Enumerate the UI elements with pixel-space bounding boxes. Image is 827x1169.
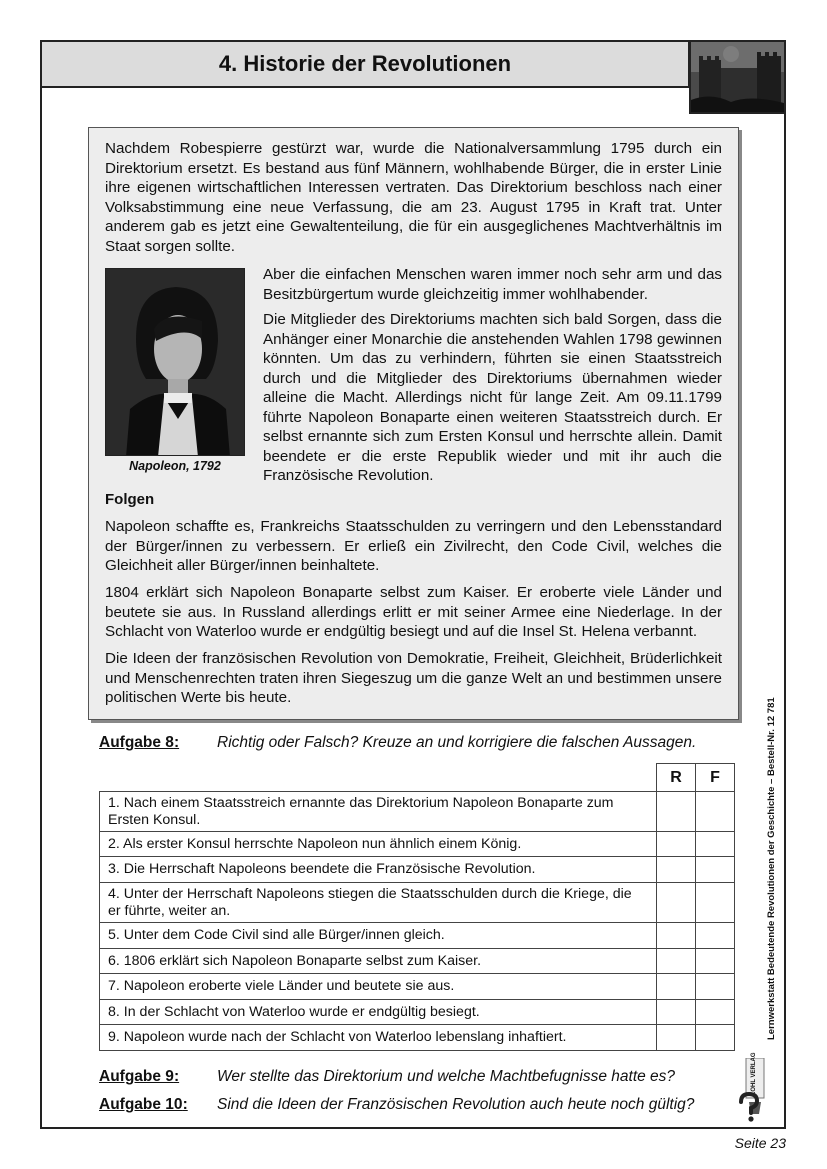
true-false-table [99, 763, 735, 1051]
checkbox-r-4[interactable] [657, 883, 696, 923]
checkbox-r-8[interactable] [657, 1000, 696, 1025]
side-publication-text: Lernwerkstatt Bedeutende Revolutionen der Geschichte – Bestell-Nr. 12 781 [766, 697, 777, 1040]
table-row [100, 1000, 735, 1025]
folgen-paragraph-1: Napoleon schaffte es, Frankreichs Staatsschulden zu verringern und den Lebensstandard der Bürger/innen zu verbessern. Er erließ ein Zivilrecht, den Code Civil, welches die Gleichheit aller Bürger/innen beinhaltete. [105, 518, 722, 574]
statement-4: 4. Unter der Herrschaft Napoleons stiegen die Staatsschulden durch die Kriege, die er führte, weiter an. [100, 883, 657, 923]
table-row [100, 949, 735, 974]
checkbox-f-2[interactable] [696, 832, 735, 857]
table-row [100, 974, 735, 1000]
checkbox-f-3[interactable] [696, 857, 735, 883]
napoleon-portrait [105, 268, 245, 456]
folgen-paragraph-3: Die Ideen der französischen Revolution von Demokratie, Freiheit, Gleichheit, Brüderlichkeit und Menschenrechten traten ihren Siegeszug um die ganze Welt an und bestimmen unsere politischen Werte bis heute. [105, 650, 722, 706]
intro-paragraph: Nachdem Robespierre gestürzt war, wurde die Nationalversammlung 1795 durch ein Direktorium ersetzt. Es bestand aus fünf Männern, wohlhabende Bürger, die in erster Linie ihre eigenen wirtschaftlichen Interessen vertraten. Das Direktorium beschloss nach einer Volksabstimmung eine neue Verfassung, die am 23. August 1795 in Kraft trat. Unter anderem gab es jetzt eine Gewaltenteilung, die für ein ausgeglichenes Machtverhältnis im Staat sorgen sollte. [105, 140, 722, 255]
bastille-illustration [689, 40, 786, 114]
checkbox-r-9[interactable] [657, 1025, 696, 1051]
task-9-question: Wer stellte das Direktorium und welche Machtbefugnisse hatte es? [217, 1068, 676, 1085]
task-10: Aufgabe 10: Sind die Ideen der Französischen Revolution auch heute noch gültig? [99, 1096, 695, 1113]
statement-6: 6. 1806 erklärt sich Napoleon Bonaparte selbst zum Kaiser. [100, 949, 657, 974]
column-header-f: F [696, 764, 735, 792]
task-8: Aufgabe 8: Richtig oder Falsch? Kreuze an und korrigiere die falschen Aussagen. [99, 734, 697, 751]
table-row [100, 832, 735, 857]
checkbox-r-7[interactable] [657, 974, 696, 1000]
checkbox-r-6[interactable] [657, 949, 696, 974]
page-number: Seite 23 [734, 1135, 786, 1151]
task-8-label: Aufgabe 8 [99, 734, 174, 751]
checkbox-r-3[interactable] [657, 857, 696, 883]
table-row [100, 1025, 735, 1051]
table-row [100, 792, 735, 832]
task-10-question: Sind die Ideen der Französischen Revolution auch heute noch gültig? [217, 1096, 695, 1113]
task-9-label: Aufgabe 9 [99, 1068, 174, 1085]
paragraph-2: Aber die einfachen Menschen waren immer noch sehr arm und das Besitzbürgertum wurde gleichzeitig immer wohlhabender. [263, 266, 722, 303]
paragraph-3: Die Mitglieder des Direktoriums machten sich bald Sorgen, dass die Anhänger einer Monarchie die anstehenden Wahlen 1798 gewinnen könnten. Um das zu verhindern, führten sie einen Staatsstreich durch und die Mitglieder des Direktoriums übernahmen wieder alleine die Macht. Allerdings nicht für lange Zeit. Am 09.11.1799 führte Napoleon Bonaparte einen weiteren Staatsstreich durch. Er selbst ernannte sich zum Ersten Konsul und herrschte allein. Damit beendete er die erste Republik wieder und mit ihr auch die Französische Revolution. [263, 311, 722, 484]
table-row [100, 923, 735, 949]
checkbox-f-9[interactable] [696, 1025, 735, 1051]
statement-2: 2. Als erster Konsul herrschte Napoleon nun ähnlich einem König. [100, 832, 657, 857]
publisher-name: KOHL VERLAG [751, 1052, 757, 1096]
checkbox-f-8[interactable] [696, 1000, 735, 1025]
folgen-paragraph-2: 1804 erklärt sich Napoleon Bonaparte selbst zum Kaiser. Er eroberte viele Länder und beutete sie aus. In Russland allerdings erlitt er mit seiner Armee eine Niederlage. In der Schlacht von Waterloo wurde er endgültig besiegt und auf die Insel St. Helena verbannt. [105, 584, 722, 640]
folgen-heading: Folgen [105, 491, 155, 508]
checkbox-f-6[interactable] [696, 949, 735, 974]
table-row [100, 857, 735, 883]
checkbox-r-2[interactable] [657, 832, 696, 857]
statement-1: 1. Nach einem Staatsstreich ernannte das Direktorium Napoleon Bonaparte zum Ersten Konsul. [100, 792, 657, 832]
task-8-question: Richtig oder Falsch? Kreuze an und korrigiere die falschen Aussagen. [217, 734, 697, 751]
title-bar [40, 40, 690, 88]
table-row [100, 883, 735, 923]
question-mark-icon [734, 1092, 764, 1122]
statement-5: 5. Unter dem Code Civil sind alle Bürger/innen gleich. [100, 923, 657, 949]
checkbox-f-5[interactable] [696, 923, 735, 949]
checkbox-f-4[interactable] [696, 883, 735, 923]
statement-7: 7. Napoleon eroberte viele Länder und beutete sie aus. [100, 974, 657, 1000]
task-10-label: Aufgabe 10 [99, 1096, 183, 1113]
checkbox-f-1[interactable] [696, 792, 735, 832]
statement-8: 8. In der Schlacht von Waterloo wurde er endgültig besiegt. [100, 1000, 657, 1025]
checkbox-r-5[interactable] [657, 923, 696, 949]
portrait-caption: Napoleon, 1792 [129, 459, 221, 473]
page-title: 4. Historie der Revolutionen [218, 51, 512, 76]
statement-9: 9. Napoleon wurde nach der Schlacht von Waterloo lebenslang inhaftiert. [100, 1025, 657, 1051]
column-header-r: R [657, 764, 696, 792]
statement-3: 3. Die Herrschaft Napoleons beendete die Französische Revolution. [100, 857, 657, 883]
task-9: Aufgabe 9: Wer stellte das Direktorium und welche Machtbefugnisse hatte es? [99, 1068, 676, 1085]
checkbox-f-7[interactable] [696, 974, 735, 1000]
checkbox-r-1[interactable] [657, 792, 696, 832]
